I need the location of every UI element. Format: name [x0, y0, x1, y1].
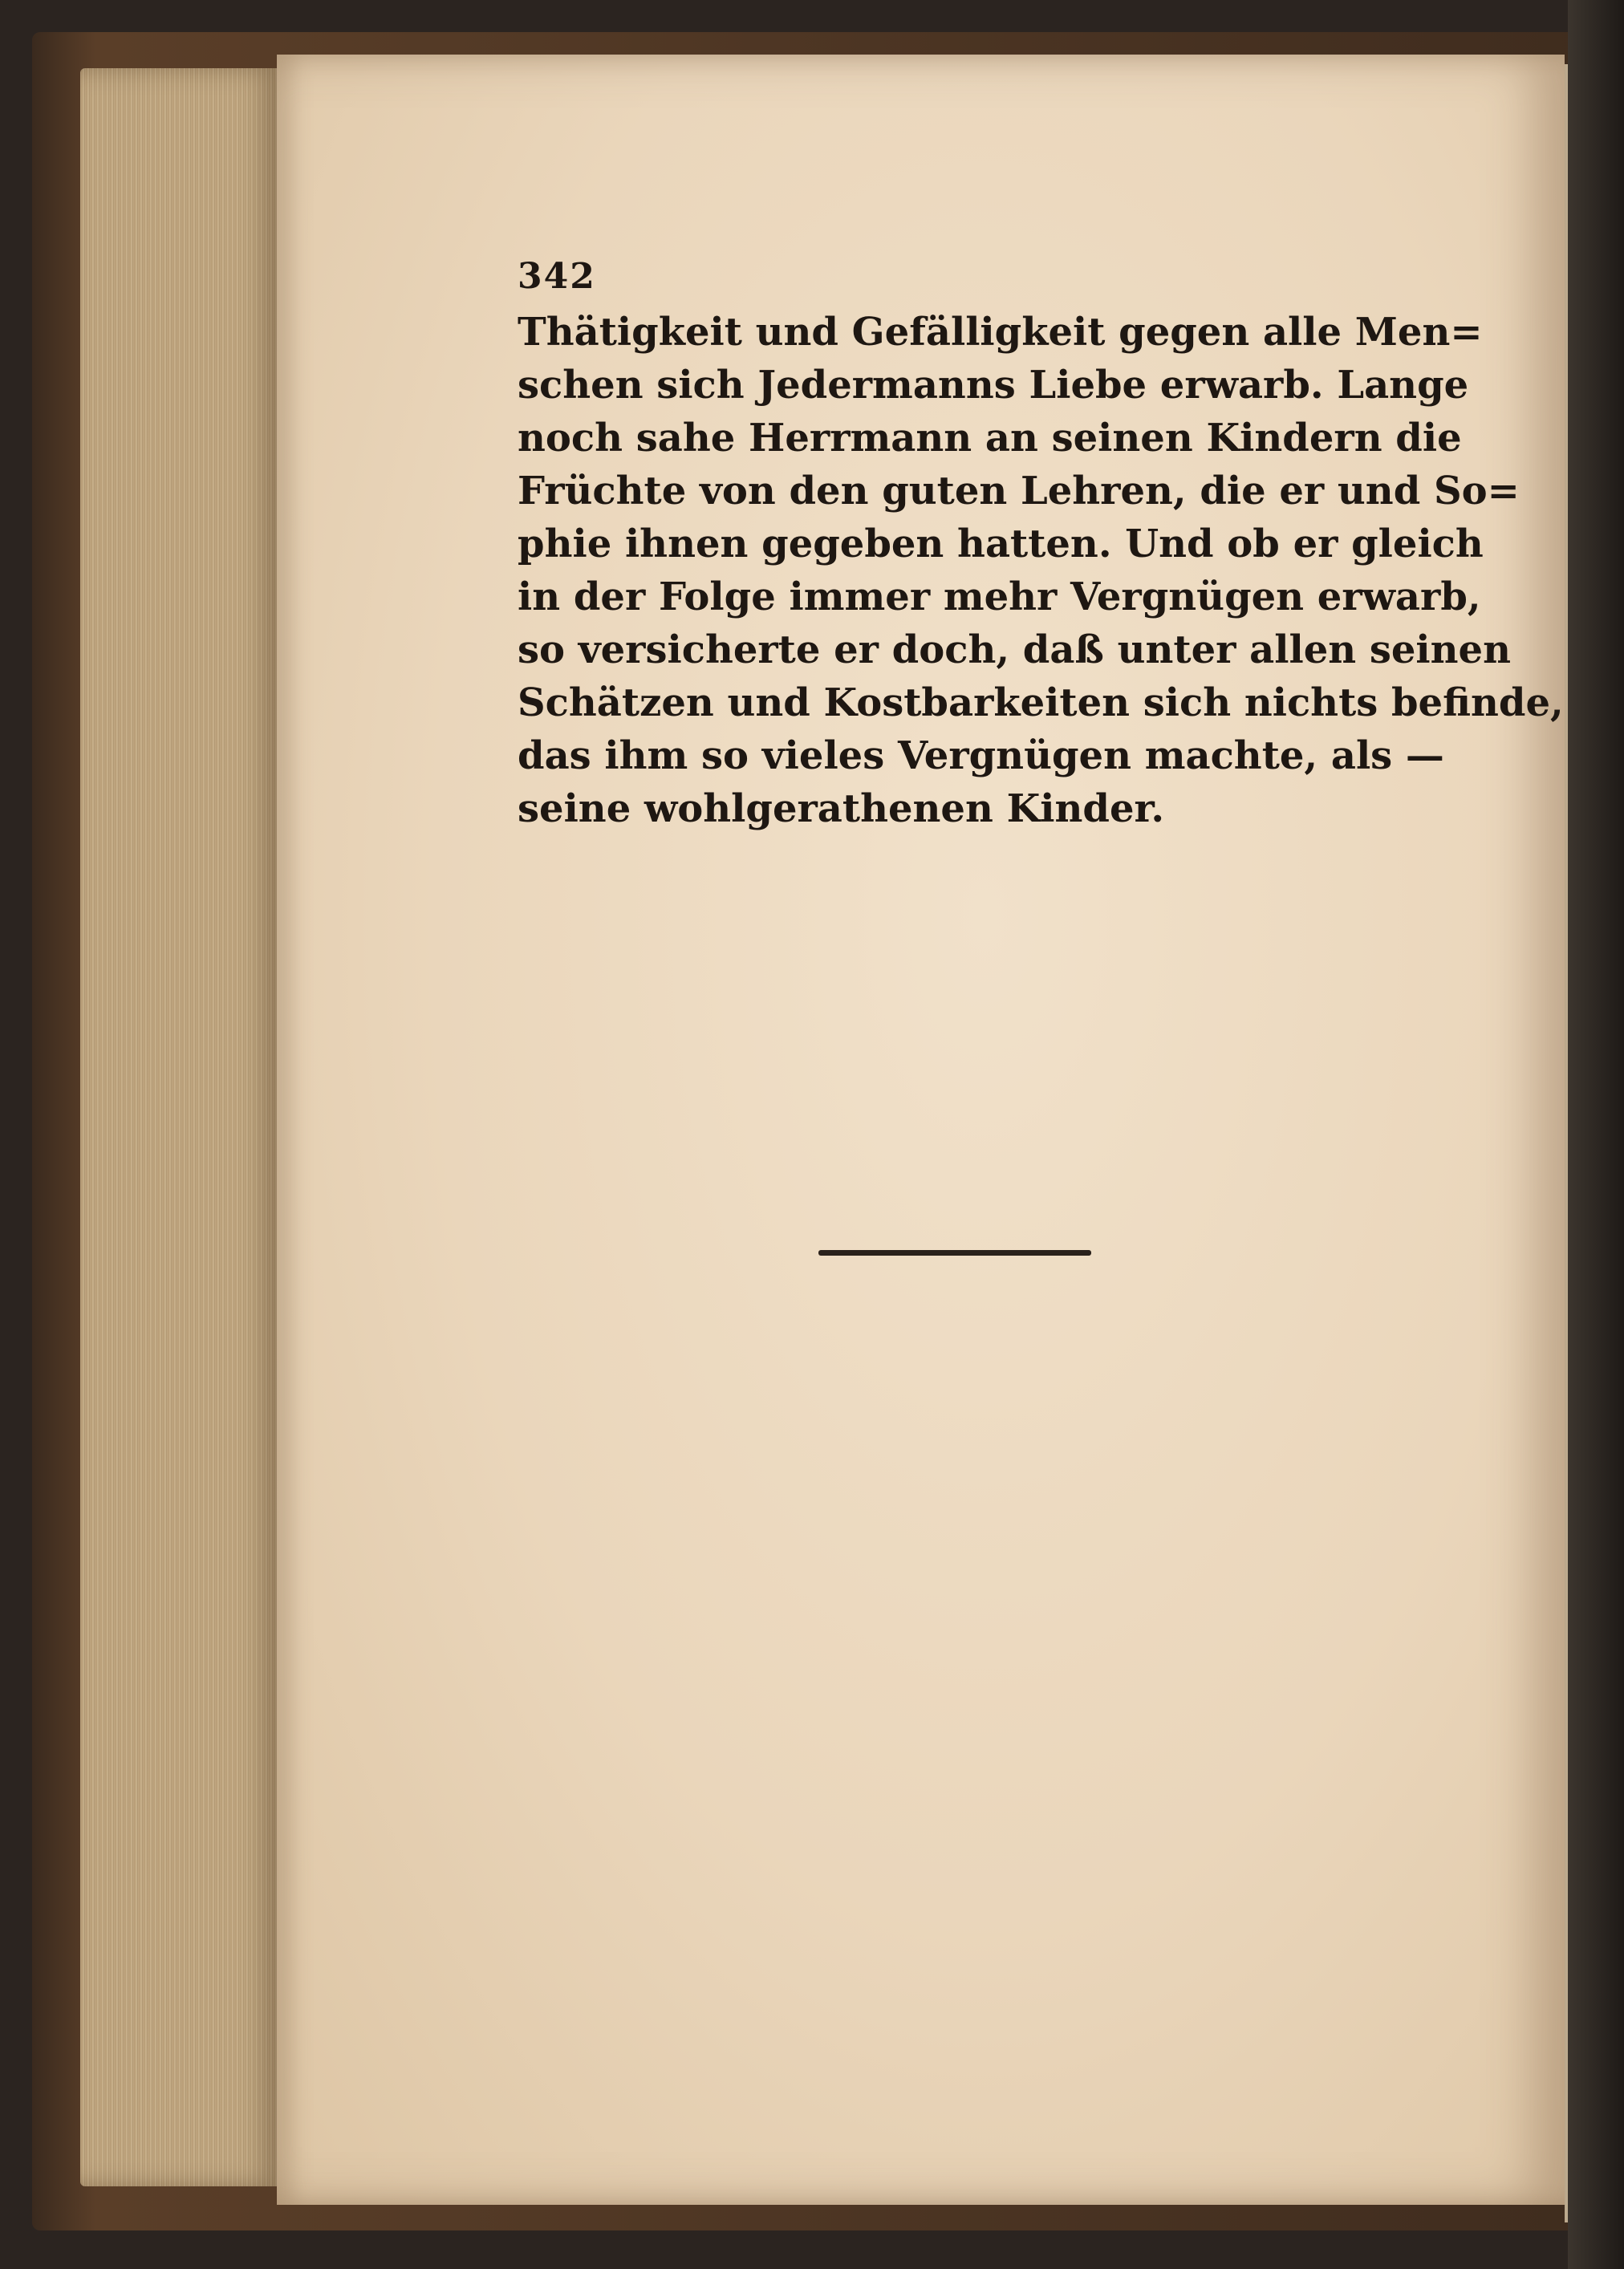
text-line: Schätzen und Kostbarkeiten sich nichts befinde,: [518, 680, 1564, 725]
text-line: Früchte von den guten Lehren, die er und So=: [518, 469, 1520, 513]
text-line: noch sahe Herrmann an seinen Kindern die: [518, 416, 1462, 461]
text-block: [518, 253, 1564, 835]
page-edges: [80, 68, 281, 2186]
text-line: phie ihnen gegeben hatten. Und ob er gleich: [518, 522, 1484, 566]
text-line: seine wohlgerathenen Kinder.: [518, 786, 1165, 831]
text-line: in der Folge immer mehr Vergnügen erwarb,: [518, 574, 1481, 619]
text-line: schen sich Jedermanns Liebe erwarb. Lange: [518, 363, 1469, 408]
text-line: so versicherte er doch, daß unter allen seinen: [518, 627, 1511, 672]
section-divider-rule: [818, 1250, 1091, 1256]
page-number: 342: [518, 256, 596, 297]
text-line: Thätigkeit und Gefälligkeit gegen alle Men=: [518, 310, 1483, 355]
text-line: das ihm so vieles Vergnügen machte, als —: [518, 733, 1444, 778]
binding-edge: [1568, 0, 1624, 2269]
